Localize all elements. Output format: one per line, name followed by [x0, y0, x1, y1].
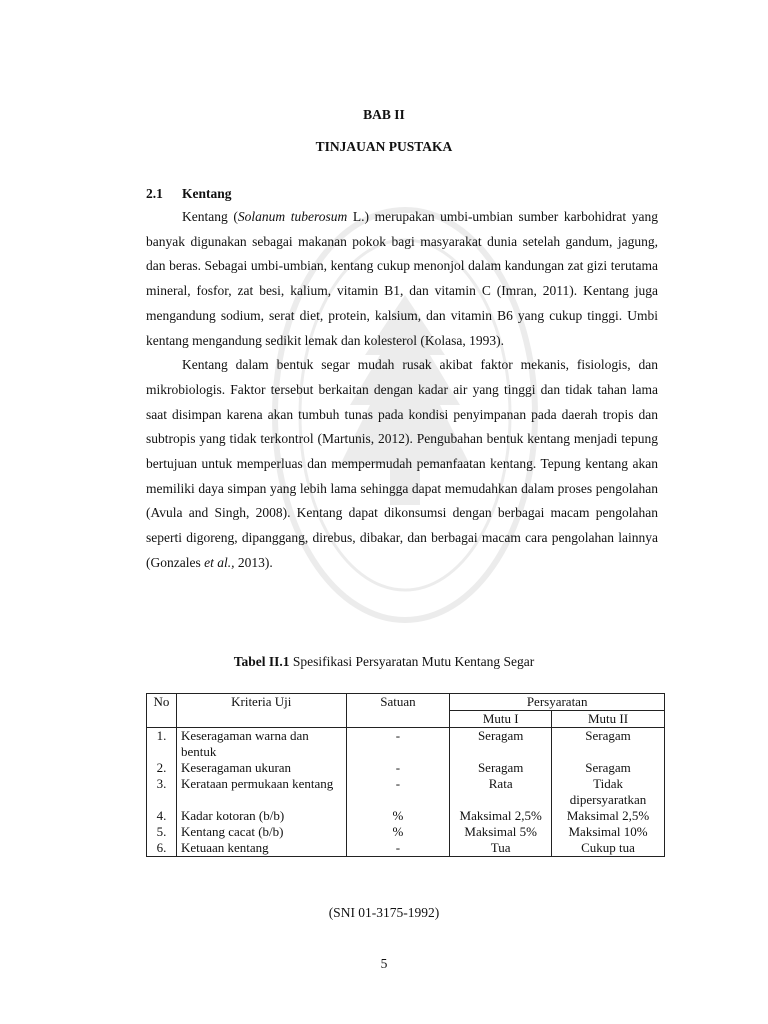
table-caption-text: Spesifikasi Persyaratan Mutu Kentang Segar [289, 654, 535, 669]
table-caption-label: Tabel II.1 [233, 654, 290, 669]
table-row [147, 808, 665, 824]
header-persyaratan: Persyaratan [450, 694, 665, 711]
cell-kriteria: Keseragaman warna dan bentuk [176, 728, 346, 761]
table-row [147, 824, 665, 840]
cell-mutu-2: Seragam [552, 760, 665, 776]
paragraph-1 [146, 205, 658, 353]
cell-no: 5. [147, 824, 177, 840]
chapter-title: TINJAUAN PUSTAKA [315, 139, 453, 154]
cell-satuan: - [346, 728, 450, 761]
cell-mutu-1: Tua [450, 840, 552, 857]
cell-mutu-2: Maksimal 2,5% [552, 808, 665, 824]
table-row [147, 760, 665, 776]
cell-kriteria: Kerataan permukaan kentang [176, 776, 346, 808]
cell-mutu-2: Cukup tua [552, 840, 665, 857]
paragraph-2-part-b: 2013). [234, 554, 273, 570]
cell-no: 6. [147, 840, 177, 857]
cell-satuan: - [346, 760, 450, 776]
cell-no: 1. [147, 728, 177, 761]
table-source: (SNI 01-3175-1992) [328, 905, 440, 920]
paragraph-2 [146, 353, 658, 575]
cell-mutu-1: Maksimal 2,5% [450, 808, 552, 824]
table-header-row [147, 694, 665, 711]
species-name: Solanum tuberosum [237, 209, 348, 224]
cell-kriteria: Keseragaman ukuran [176, 760, 346, 776]
cell-no: 2. [147, 760, 177, 776]
chapter-number: BAB II [363, 107, 405, 122]
paragraph-2-part-a: Kentang dalam bentuk segar mudah rusak akibat faktor mekanis, fisiologis, dan mikrobiologis. Faktor tersebut berkaitan dengan kadar air yang tinggi dan tidak tahan lama saat disimpan karena akan tumbuh tunas pada kondisi penyimpanan pada daerah tropis dan subtropis yang tidak terkontrol (Martunis, 2012). Pengubahan bentuk kentang menjadi tepung bertujuan untuk memperluas dan mempermudah pemanfaatan kentang. Tepung kentang akan memiliki daya simpan yang lebih lama sehingga dapat memudahkan dalam proses pengolahan (Avula and Singh, 2008). Kentang dapat dikonsumsi dengan berbagai macam pengolahan seperti digoreng, dipanggang, direbus, dibakar, dan berbagai macam cara pengolahan lainnya (Gonzales [146, 357, 658, 570]
et-al-italic: et al., [204, 554, 235, 570]
section-heading [146, 186, 232, 202]
cell-satuan: - [346, 840, 450, 857]
cell-kriteria: Kadar kotoran (b/b) [176, 808, 346, 824]
cell-satuan: % [346, 808, 450, 824]
paragraph-1-part-b: L.) merupakan umbi-umbian sumber karbohidrat yang banyak digunakan sebagai makanan pokok bagi masyarakat dunia setelah gandum, jagung, dan beras. Sebagai umbi-umbian, kentang cukup menonjol dalam kandungan zat gizi terutama mineral, fosfor, zat besi, kalium, vitamin B1, dan vitamin C (Imran, 2011). Kentang juga mengandung sodium, serat diet, protein, kalsium, dan vitamin B6 yang cukup tinggi. Umbi kentang mengandung sedikit lemak dan kolesterol (Kolasa, 1993). [146, 209, 659, 348]
cell-satuan: % [346, 824, 450, 840]
cell-mutu-1: Seragam [450, 728, 552, 761]
page-number: 5 [380, 956, 388, 971]
cell-mutu-1: Seragam [450, 760, 552, 776]
cell-mutu-1: Maksimal 5% [450, 824, 552, 840]
cell-no: 4. [147, 808, 177, 824]
cell-mutu-2: Seragam [552, 728, 665, 761]
table-caption [0, 654, 768, 670]
body-text [146, 205, 658, 576]
cell-satuan: - [346, 776, 450, 808]
cell-kriteria: Ketuaan kentang [176, 840, 346, 857]
header-kriteria: Kriteria Uji [176, 694, 346, 728]
cell-mutu-1: Rata [450, 776, 552, 808]
cell-mutu-2: Tidak dipersyaratkan [552, 776, 665, 808]
table-row [147, 840, 665, 857]
header-satuan: Satuan [346, 694, 450, 728]
header-no: No [147, 694, 177, 728]
paragraph-1-part-a: Kentang ( [182, 209, 238, 224]
cell-no: 3. [147, 776, 177, 808]
spec-table [146, 693, 665, 857]
table-row [147, 728, 665, 761]
cell-mutu-2: Maksimal 10% [552, 824, 665, 840]
cell-kriteria: Kentang cacat (b/b) [176, 824, 346, 840]
header-mutu-1: Mutu I [450, 711, 552, 728]
header-mutu-2: Mutu II [552, 711, 665, 728]
section-number: 2.1 [146, 186, 163, 201]
table-row [147, 776, 665, 808]
section-title: Kentang [182, 186, 232, 201]
